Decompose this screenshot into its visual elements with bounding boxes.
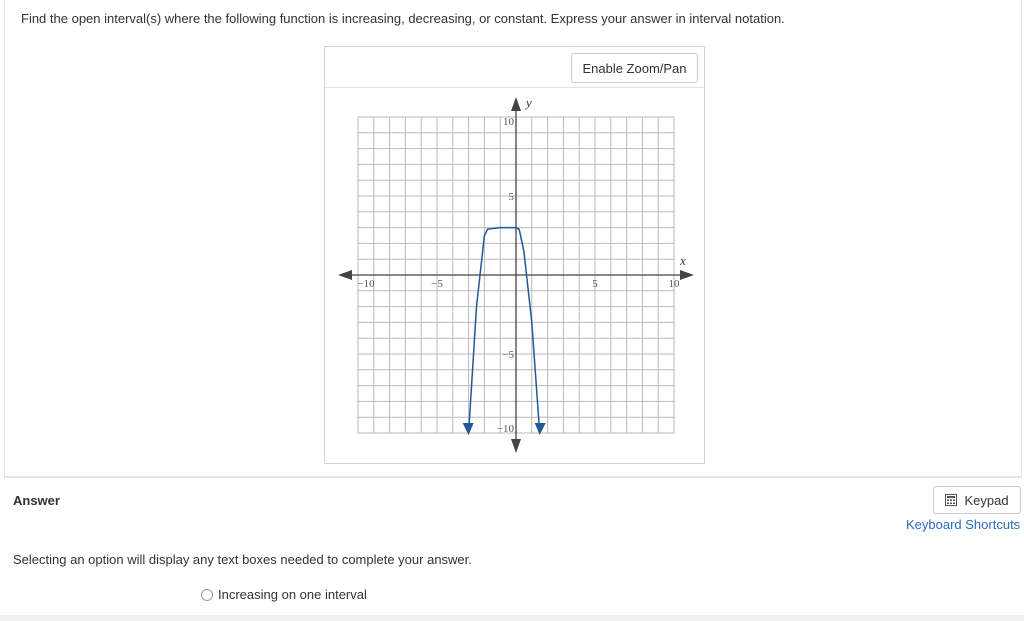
y-axis-bottom-arrow bbox=[511, 439, 521, 453]
calculator-icon bbox=[945, 494, 957, 506]
option-increasing-one-interval[interactable] bbox=[201, 587, 367, 602]
y-axis-label: y bbox=[526, 95, 532, 110]
question-panel bbox=[4, 0, 1022, 477]
x-axis-left-arrow bbox=[338, 270, 352, 280]
x-tick-label: 5 bbox=[592, 278, 598, 290]
y-tick-label: −10 bbox=[496, 423, 514, 435]
bottom-strip bbox=[0, 615, 1024, 621]
x-tick-label: −10 bbox=[357, 278, 375, 290]
enable-zoom-pan-button[interactable]: Enable Zoom/Pan bbox=[571, 53, 698, 83]
y-tick-label: −5 bbox=[502, 349, 514, 361]
question-text: Find the open interval(s) where the following function is increasing, decreasing, or constant. Express your answer in interval notation. bbox=[21, 11, 785, 26]
x-tick-label: 10 bbox=[668, 278, 680, 290]
answer-label: Answer bbox=[13, 493, 60, 508]
instruction-text: Selecting an option will display any text boxes needed to complete your answer. bbox=[13, 552, 472, 567]
keypad-button[interactable] bbox=[933, 486, 1021, 514]
y-tick-label: 10 bbox=[503, 116, 514, 128]
keypad-label: Keypad bbox=[964, 492, 1009, 508]
x-tick-label: −5 bbox=[431, 278, 443, 290]
y-tick-label: 5 bbox=[508, 191, 514, 203]
answer-divider bbox=[4, 477, 1022, 478]
graph-container bbox=[324, 46, 705, 464]
function-graph[interactable] bbox=[325, 47, 706, 465]
function-curve bbox=[469, 228, 540, 433]
y-axis-top-arrow bbox=[511, 97, 521, 111]
keyboard-shortcuts-link[interactable]: Keyboard Shortcuts bbox=[906, 517, 1021, 532]
x-axis-label: x bbox=[680, 253, 686, 268]
x-axis-right-arrow bbox=[680, 270, 694, 280]
radio-button[interactable] bbox=[201, 589, 213, 601]
option-label: Increasing on one interval bbox=[218, 587, 367, 602]
